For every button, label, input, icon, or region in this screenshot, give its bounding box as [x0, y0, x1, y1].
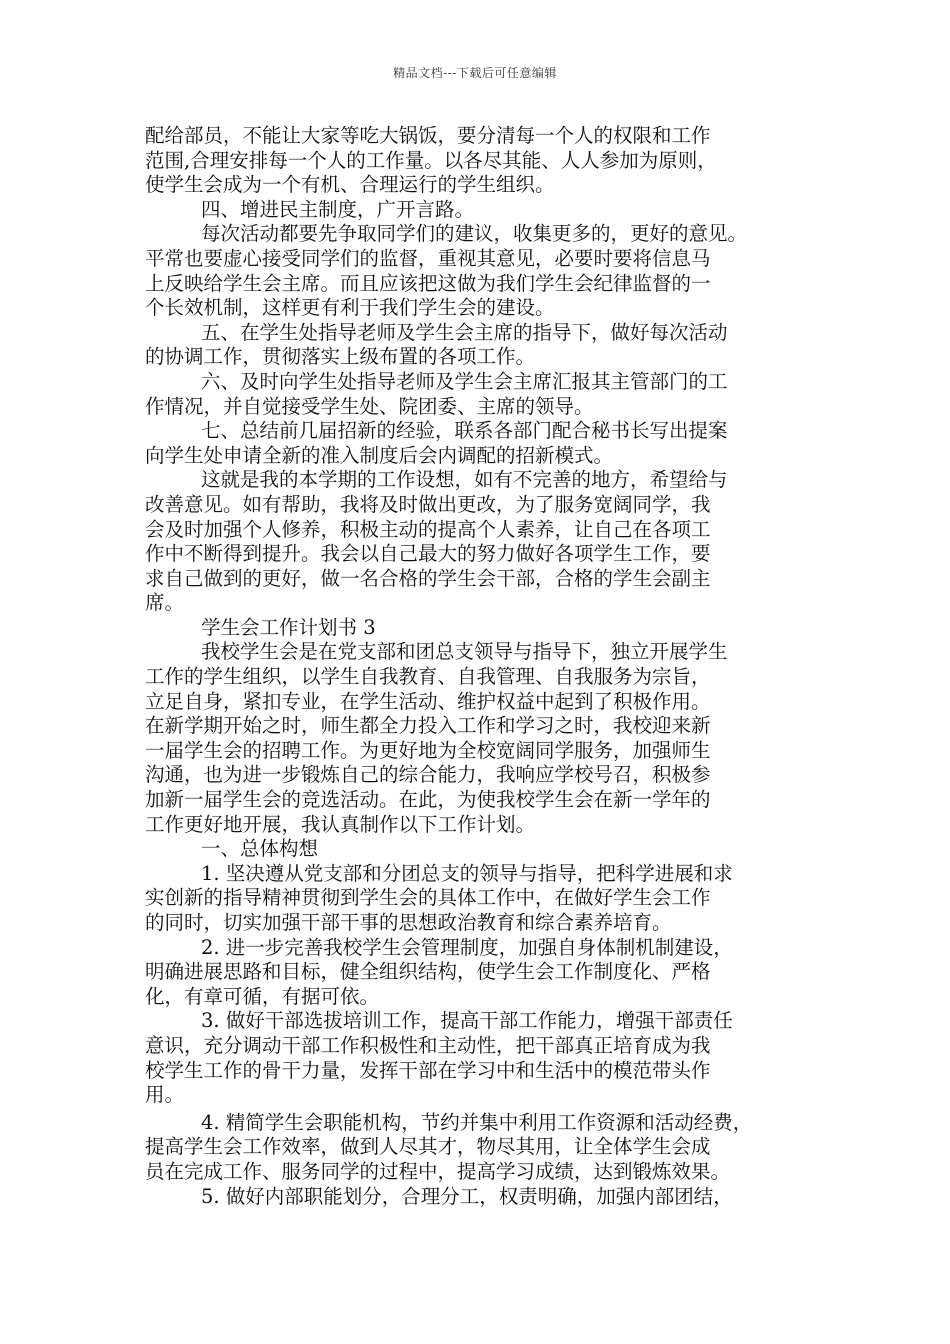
text-line: 向学生处申请全新的准入制度后会内调配的招新模式。 [145, 443, 614, 467]
text-line: 配给部员，不能让大家等吃大锅饭，要分清每一个人的权限和工作 [145, 124, 711, 147]
text-line: 七、总结前几届招新的经验，联系各部门配合秘书长写出提案 [201, 419, 728, 443]
text-line: 会及时加强个人修养，积极主动的提高个人素养，让自己在各项工 [145, 517, 711, 541]
text-line: 3. 做好干部选拔培训工作，提高干部工作能力，增强干部责任 [201, 1009, 733, 1033]
text-line: 2. 进一步完善我校学生会管理制度，加强自身体制机制建设， [201, 935, 733, 959]
text-line: 我校学生会是在党支部和团总支领导与指导下，独立开展学生 [201, 640, 728, 664]
document-body [145, 124, 810, 1209]
text-line: 实创新的指导精神贯彻到学生会的具体工作中，在做好学生会工作 [145, 886, 711, 910]
text-line: 校学生工作的骨干力量，发挥干部在学习中和生活中的模范带头作 [145, 1058, 711, 1082]
text-line: 范围,合理安排每一个人的工作量。以各尽其能、人人参加为原则， [145, 148, 717, 172]
text-line: 化，有章可循，有据可依。 [145, 984, 380, 1008]
text-line: 每次活动都要先争取同学们的建议，收集更多的，更好的意见。 [201, 222, 748, 246]
text-line: 加新一届学生会的竞选活动。在此，为使我校学生会在新一学年的 [145, 788, 711, 812]
text-line: 作中不断得到提升。我会以自己最大的努力做好各项学生工作，要 [145, 542, 711, 566]
text-line: 4. 精简学生会职能机构，节约并集中利用工作资源和活动经费， [201, 1110, 753, 1134]
text-line: 平常也要虚心接受同学们的监督，重视其意见，必要时要将信息马 [145, 246, 711, 270]
text-line: 意识，充分调动干部工作积极性和主动性，把干部真正培育成为我 [145, 1033, 711, 1057]
text-line: 用。 [145, 1083, 185, 1107]
text-line: 改善意见。如有帮助，我将及时做出更改，为了服务宽阔同学，我 [145, 492, 711, 516]
text-line: 沟通，也为进一步锻炼自己的综合能力，我响应学校号召，积极参 [145, 763, 711, 787]
text-line: 使学生会成为一个有机、合理运行的学生组织。 [145, 173, 555, 197]
text-line: 在新学期开始之时，师生都全力投入工作和学习之时，我校迎来新 [145, 714, 711, 738]
text-line: 立足自身，紧扣专业，在学生活动、维护权益中起到了积极作用。 [145, 689, 711, 713]
text-line: 这就是我的本学期的工作设想，如有不完善的地方，希望给与 [201, 468, 728, 492]
text-line: 工作的学生组织，以学生自我教育、自我管理、自我服务为宗旨， [145, 665, 711, 689]
text-line: 1. 坚决遵从党支部和分团总支的领导与指导，把科学进展和求 [201, 861, 733, 885]
text-line: 员在完成工作、服务同学的过程中，提高学习成绩，达到锻炼效果。 [145, 1159, 731, 1183]
text-line: 5. 做好内部职能划分，合理分工，权责明确，加强内部团结， [201, 1184, 733, 1208]
text-line: 席。 [145, 591, 185, 615]
text-line: 一届学生会的招聘工作。为更好地为全校宽阔同学服务，加强师生 [145, 738, 711, 762]
text-line: 作情况，并自觉接受学生处、院团委、主席的领导。 [145, 394, 594, 418]
text-line: 的同时，切实加强干部干事的思想政治教育和综合素养培育。 [145, 911, 672, 934]
page-header: 精品文档---下载后可任意编辑 [393, 66, 557, 80]
text-line: 五、在学生处指导老师及学生会主席的指导下，做好每次活动 [201, 320, 728, 344]
text-line: 明确进展思路和目标，健全组织结构，使学生会工作制度化、严格 [145, 960, 711, 984]
text-line: 学生会工作计划书 3 [201, 615, 376, 639]
text-line: 的协调工作，贯彻落实上级布置的各项工作。 [145, 345, 536, 369]
text-line: 求自己做到的更好，做一名合格的学生会干部，合格的学生会副主 [145, 566, 711, 590]
text-line: 六、及时向学生处指导老师及学生会主席汇报其主管部门的工 [201, 369, 728, 393]
text-line: 提高学生会工作效率，做到人尽其才，物尽其用，让全体学生会成 [145, 1135, 711, 1159]
text-line: 四、增进民主制度，广开言路。 [201, 197, 475, 221]
text-line: 一、总体构想 [201, 837, 319, 861]
text-line: 工作更好地开展，我认真制作以下工作计划。 [145, 812, 536, 836]
text-line: 个长效机制，这样更有利于我们学生会的建设。 [145, 296, 555, 320]
text-line: 上反映给学生会主席。而且应该把这做为我们学生会纪律监督的一 [145, 271, 711, 295]
